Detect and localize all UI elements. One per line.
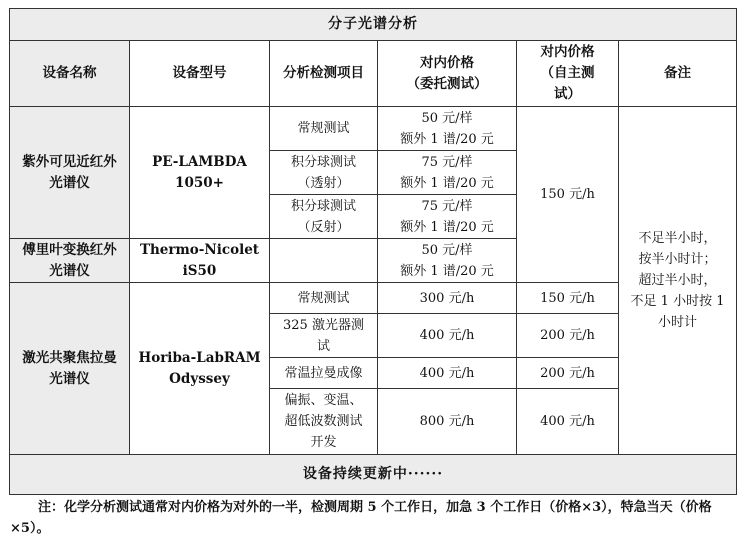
spectroscopy-price-table: [9, 8, 737, 495]
header-device-model: 设备型号: [130, 41, 270, 107]
device-name-uv: 紫外可见近红外 光谱仪: [10, 107, 130, 239]
header-price-commissioned: 对内价格 （委托测试）: [378, 41, 517, 107]
update-notice: 设备持续更新中······: [10, 455, 737, 495]
table-title-row: [10, 9, 737, 41]
price-self: 400 元/h: [517, 389, 619, 455]
price-self-uv-ftir: 150 元/h: [517, 107, 619, 283]
price-commissioned: 400 元/h: [378, 358, 517, 389]
table-row: [10, 107, 737, 151]
table-title: 分子光谱分析: [10, 9, 737, 41]
footer-row: [10, 455, 737, 495]
device-model-uv: PE-LAMBDA 1050+: [130, 107, 270, 239]
price-self: 200 元/h: [517, 358, 619, 389]
device-model-raman: Horiba-LabRAM Odyssey: [130, 283, 270, 455]
test-item: 偏振、变温、 超低波数测试 开发: [270, 389, 378, 455]
test-item: [270, 239, 378, 283]
pricing-note: 注：化学分析测试通常对内价格为对外的一半，检测周期 5 个工作日，加急 3 个工作日（价格×3），特急当天（价格×5）。: [10, 500, 712, 536]
test-item: 325 激光器测 试: [270, 314, 378, 358]
header-test-item: 分析检测项目: [270, 41, 378, 107]
price-commissioned: 800 元/h: [378, 389, 517, 455]
test-item: 常温拉曼成像: [270, 358, 378, 389]
price-commissioned: 400 元/h: [378, 314, 517, 358]
device-name-raman: 激光共聚焦拉曼 光谱仪: [10, 283, 130, 455]
price-commissioned: 75 元/样 额外 1 谱/20 元: [378, 151, 517, 195]
header-remark: 备注: [619, 41, 737, 107]
device-name-ftir: 傅里叶变换红外 光谱仪: [10, 239, 130, 283]
remark-cell: 不足半小时， 按半小时计； 超过半小时， 不足 1 小时按 1 小时计: [619, 107, 737, 455]
header-row: [10, 41, 737, 107]
header-price-self: 对内价格 （自主测 试）: [517, 41, 619, 107]
test-item: 积分球测试 （反射）: [270, 195, 378, 239]
price-commissioned: 75 元/样 额外 1 谱/20 元: [378, 195, 517, 239]
test-item: 常规测试: [270, 283, 378, 314]
device-model-ftir: Thermo-Nicolet iS50: [130, 239, 270, 283]
price-commissioned: 50 元/样 额外 1 谱/20 元: [378, 239, 517, 283]
test-item: 积分球测试 （透射）: [270, 151, 378, 195]
test-item: 常规测试: [270, 107, 378, 151]
price-self: 150 元/h: [517, 283, 619, 314]
price-self: 200 元/h: [517, 314, 619, 358]
price-commissioned: 300 元/h: [378, 283, 517, 314]
header-device-name: 设备名称: [10, 41, 130, 107]
price-commissioned: 50 元/样 额外 1 谱/20 元: [378, 107, 517, 151]
